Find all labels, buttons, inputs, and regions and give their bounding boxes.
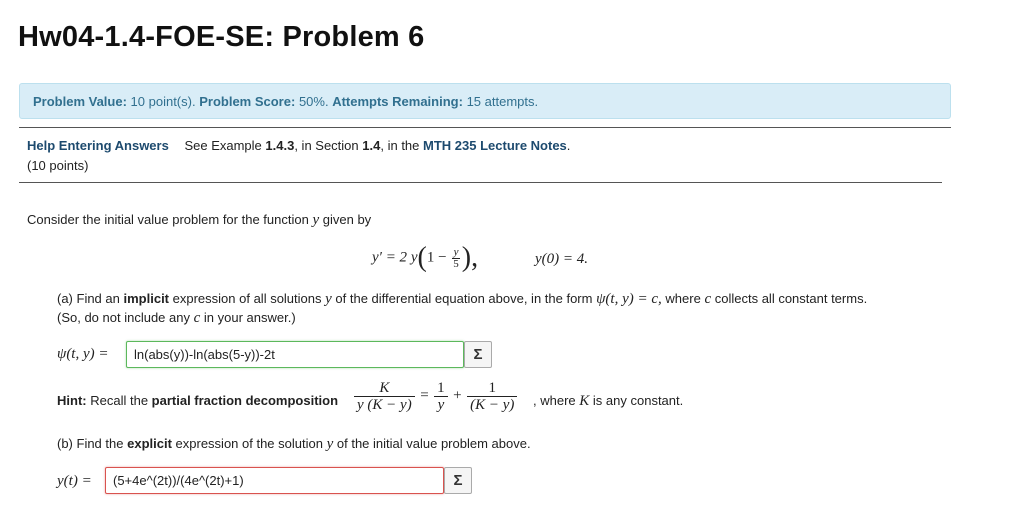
problem-value-label: Problem Value: xyxy=(33,94,127,109)
part-a-answer-label xyxy=(57,346,109,363)
lecture-notes-link[interactable]: MTH 235 Lecture Notes xyxy=(423,138,567,153)
problem-score: 50%. xyxy=(298,94,329,109)
partial-fraction-formula xyxy=(352,380,519,413)
hint-frac2-num: 1 xyxy=(434,380,448,397)
attempts-remaining-label: Attempts Remaining: xyxy=(332,94,463,109)
eq-one-minus: 1 − xyxy=(426,249,447,266)
part-a-text-6: (So, do not include any xyxy=(57,310,190,325)
bottom-divider xyxy=(19,182,942,183)
hint-frac3-num: 1 xyxy=(467,380,517,397)
yt-label: y(t) = xyxy=(57,473,92,489)
part-a-text-4: where xyxy=(665,291,701,306)
eq-frac-den: 5 xyxy=(453,257,459,270)
hint-frac3-den: (K − y) xyxy=(470,397,515,413)
hint-frac-3 xyxy=(467,380,517,413)
part-b-answer-label xyxy=(57,473,92,490)
part-a-text-5: collects all constant terms. xyxy=(714,291,868,306)
part-a-line2 xyxy=(57,310,296,327)
hint-k-var: K xyxy=(579,393,590,409)
eq-frac-num: y xyxy=(453,245,459,258)
problem-status-bar xyxy=(19,83,951,119)
hint-frac-2 xyxy=(434,380,448,413)
part-a-text: (a) Find an xyxy=(57,291,120,306)
part-b-equation-editor-button[interactable] xyxy=(444,467,472,494)
part-b-explicit: explicit xyxy=(127,436,172,451)
hint-text-2: , where xyxy=(533,393,576,408)
part-a-implicit: implicit xyxy=(123,291,170,306)
part-b-text-2: expression of the solution xyxy=(175,436,323,451)
hint-label: Hint: xyxy=(57,393,87,408)
hint-pfd: partial fraction decomposition xyxy=(151,393,339,408)
problem-value: 10 point(s). xyxy=(130,94,196,109)
part-a-text-7: in your answer.) xyxy=(203,310,296,325)
in-section-text: , in Section xyxy=(294,138,359,153)
problem-intro xyxy=(27,212,371,229)
part-a-form: ψ(t, y) = c, xyxy=(596,291,662,307)
hint-frac2-den: y xyxy=(437,397,445,413)
in-the-text: , in the xyxy=(380,138,420,153)
part-a-c-var: c xyxy=(704,291,712,307)
eq-close: ), xyxy=(461,242,479,273)
intro-prefix: Consider the initial value problem for the function xyxy=(27,212,309,227)
hint-frac-1 xyxy=(354,380,415,413)
part-a-equation-editor-button[interactable] xyxy=(464,341,492,368)
top-divider xyxy=(19,127,951,128)
problem-score-label: Problem Score: xyxy=(199,94,296,109)
eq-fraction xyxy=(452,247,460,270)
help-entering-answers-link[interactable]: Help Entering Answers xyxy=(27,138,169,153)
initial-condition xyxy=(535,251,588,268)
attempts-remaining: 15 attempts. xyxy=(466,94,539,109)
part-a-answer-input[interactable] xyxy=(126,341,464,368)
page-title: Hw04-1.4-FOE-SE: Problem 6 xyxy=(18,21,425,53)
differential-equation xyxy=(372,244,478,272)
hint-text: Recall the xyxy=(90,393,149,408)
part-b-answer-input[interactable] xyxy=(105,467,444,494)
hint-line xyxy=(57,393,338,408)
eq-lhs: y′ = 2 xyxy=(372,249,408,266)
part-a-c-var-2: c xyxy=(193,310,201,326)
intro-var: y xyxy=(312,212,320,228)
psi-label: ψ(t, y) = xyxy=(57,346,109,362)
hint-frac1-num: K xyxy=(354,380,415,397)
ic-text: y(0) = 4. xyxy=(535,251,589,267)
eq-y: y xyxy=(410,249,418,266)
part-b-text: (b) Find the xyxy=(57,436,124,451)
see-text: See Example xyxy=(184,138,262,153)
part-b-var: y xyxy=(326,436,334,452)
hint-equals: = xyxy=(420,387,429,404)
part-b-line xyxy=(57,436,531,453)
sigma-icon: Σ xyxy=(473,346,483,363)
section-ref: 1.4 xyxy=(362,138,381,153)
part-a-text-2: expression of all solutions xyxy=(172,291,322,306)
part-a-line1 xyxy=(57,291,867,308)
example-ref: 1.4.3 xyxy=(265,138,295,153)
help-line xyxy=(27,138,570,153)
part-a-var: y xyxy=(325,291,332,307)
intro-suffix: given by xyxy=(322,212,372,227)
help-end-text: . xyxy=(566,138,571,153)
points-text: (10 points) xyxy=(27,158,89,173)
eq-open-paren: ( xyxy=(417,242,427,273)
part-b-text-3: of the initial value problem above. xyxy=(336,436,531,451)
hint-plus: + xyxy=(453,387,462,404)
hint-tail xyxy=(533,393,683,410)
part-a-text-3: of the differential equation above, in the form xyxy=(335,291,593,306)
hint-frac1-den: y (K − y) xyxy=(357,397,412,413)
hint-text-3: is any constant. xyxy=(592,393,684,408)
sigma-icon: Σ xyxy=(453,472,463,489)
